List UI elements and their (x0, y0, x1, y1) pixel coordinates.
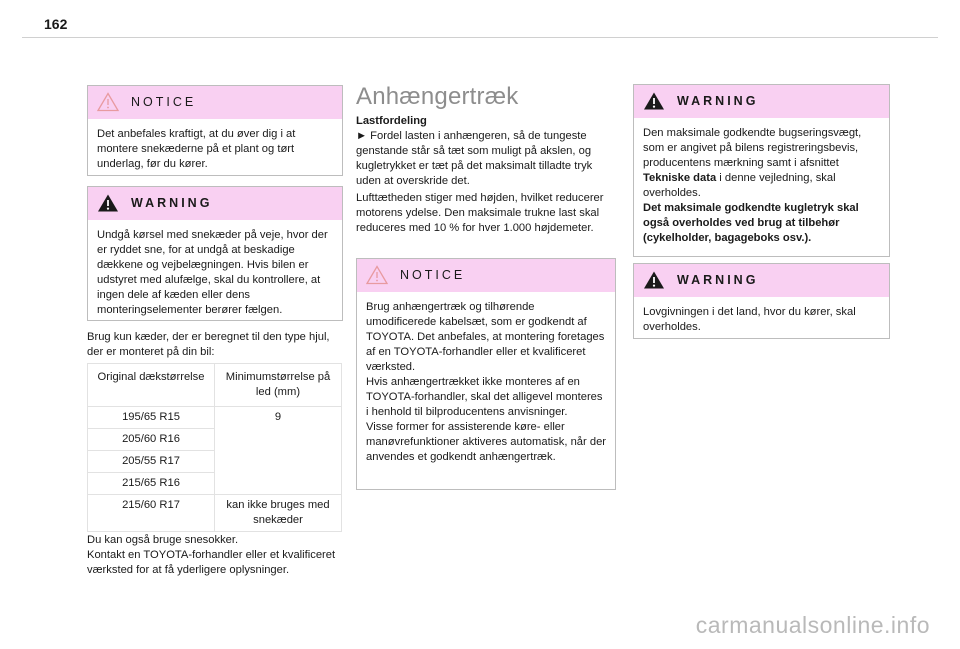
warning-text-part: Den maksimale godkendte bugseringsvægt, som er angivet på bilens registreringsbevis, producentens mærkning samt i afsnittet (643, 127, 862, 169)
section-title: Anhængertræk (356, 83, 519, 110)
notice-header (357, 259, 615, 292)
tire-size-cell: 205/55 R17 (88, 451, 215, 473)
caution-triangle-icon (97, 92, 119, 112)
notice-box-middle (356, 258, 616, 490)
notice-text: Brug anhængertræk og tilhørende umodificerede kabelsæt, som er godkendt af TOYOTA. Det anbefales, at montering foretages af en TOYOTA-forhandler eller et kvalificeret værksted. Hvis anhængertrækket ikke monteres af en TOYOTA-forhandler, skal det alligevel monteres i henhold til bilproducentens anvisninger. Visse former for assisterende køre- eller manøvrefunktioner aktiveres automatisk, når der anvendes et godkendt anhængertræk. (366, 301, 607, 463)
table-header-cell: Original dækstørrelse (88, 364, 215, 407)
table-row (88, 407, 342, 429)
warning-triangle-icon (643, 270, 665, 290)
warning-text-part: i denne vejledning, skal overholdes. (643, 172, 836, 199)
top-divider (22, 37, 938, 38)
link-size-cell: 9 (215, 407, 342, 495)
warning-heading: WARNING (131, 196, 213, 210)
watermark: carmanualsonline.info (695, 612, 930, 638)
altitude-text: Lufttætheden stiger med højden, hvilket reducerer motorens ydelse. Den maksimale trukne last skal reduceres med 10 % for hver 1.000 højdemeter. (356, 192, 604, 234)
notice-heading: NOTICE (400, 268, 466, 282)
tire-size-cell: 195/65 R15 (88, 407, 215, 429)
link-size-cell: kan ikke bruges med snekæder (215, 495, 342, 532)
warning-text (634, 118, 889, 254)
chains-footer: Du kan også bruge snesokker. Kontakt en TOYOTA-forhandler eller et kvalificeret værksted for at få yderligere oplysninger. (87, 534, 336, 576)
notice-heading: NOTICE (131, 95, 197, 109)
tire-chain-table (87, 363, 342, 532)
warning-text: Undgå kørsel med snekæder på veje, hvor der er ryddet sne, for at undgå at beskadige dækkene og vejbelægningen. Hvis bilen er udstyret med alufælge, skal du kontrollere, at ingen dele af kæden eller dens monteringselementer berører fælgen. (97, 229, 328, 316)
warning-header (88, 187, 342, 220)
warning-heading: WARNING (677, 94, 759, 108)
table-row (88, 495, 342, 532)
technical-data-reference: Tekniske data (643, 172, 717, 184)
tire-size-cell: 215/65 R16 (88, 473, 215, 495)
page-number: 162 (44, 16, 68, 32)
warning-header (634, 264, 889, 297)
warning-box-left (87, 186, 343, 321)
table-header-cell: Minimumstørrelse på led (mm) (215, 364, 342, 407)
warning-triangle-icon (97, 193, 119, 213)
load-bullet: ► Fordel lasten i anhængeren, så de tungeste genstande står så tæt som muligt på akslen, og kugletrykket er tæt på det maksimalt tilladte tryk uden at overskride det. (356, 130, 593, 187)
warning-triangle-icon (643, 91, 665, 111)
ball-load-warning: Det maksimale godkendte kugletryk skal også overholdes ved brug at tilbehør (cykelholder, bagageboks osv.). (643, 202, 859, 244)
caution-triangle-icon (366, 265, 388, 285)
warning-text: Lovgivningen i det land, hvor du kører, skal overholdes. (643, 306, 856, 333)
warning-header (634, 85, 889, 118)
notice-text: Det anbefales kraftigt, at du øver dig i at montere snekæderne på et plant og tørt underlag, før du kører. (97, 128, 296, 170)
tire-size-cell: 205/60 R16 (88, 429, 215, 451)
load-subtitle: Lastfordeling (356, 115, 427, 127)
table-header-row (88, 364, 342, 407)
warning-heading: WARNING (677, 273, 759, 287)
tire-size-cell: 215/60 R17 (88, 495, 215, 532)
warning-box-right-2 (633, 263, 890, 339)
notice-box-left (87, 85, 343, 176)
notice-header (88, 86, 342, 119)
chains-intro: Brug kun kæder, der er beregnet til den type hjul, der er monteret på din bil: (87, 331, 330, 358)
warning-box-right-1 (633, 84, 890, 257)
